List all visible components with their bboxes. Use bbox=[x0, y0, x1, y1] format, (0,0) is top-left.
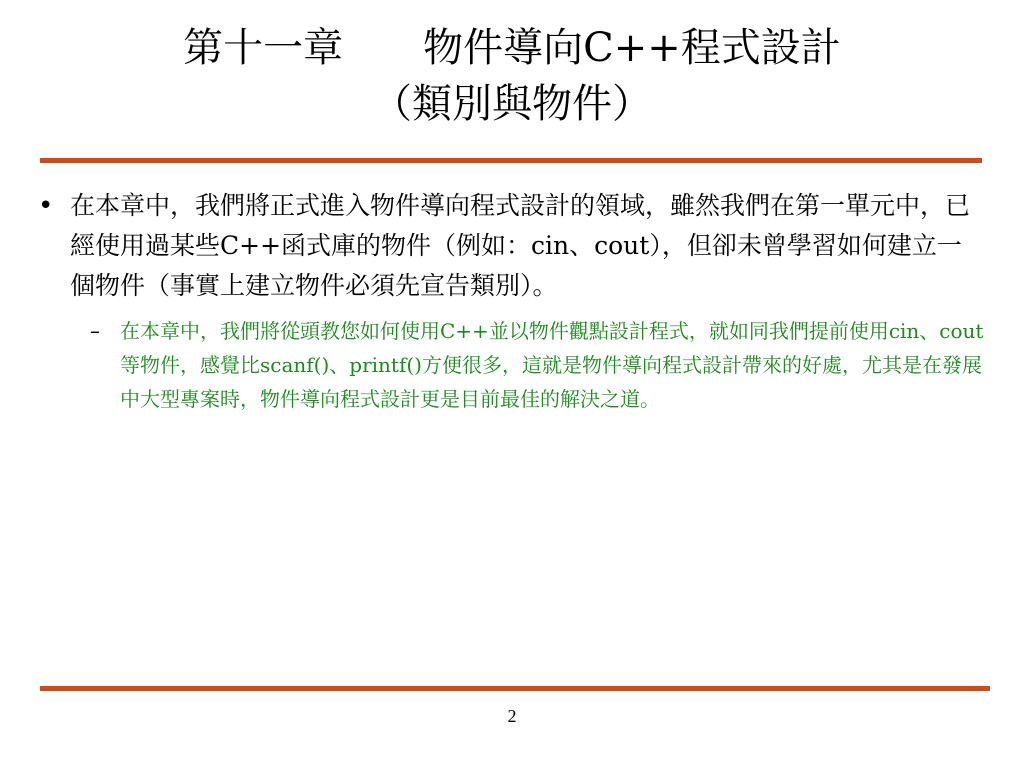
slide-content bbox=[38, 186, 988, 416]
slide-title-line2: （類別與物件） bbox=[372, 81, 652, 127]
page-number: 2 bbox=[507, 706, 517, 726]
slide-title-line1: 第十一章 物件導向C++程式設計 bbox=[183, 25, 841, 71]
bullet-text: 在本章中，我們將正式進入物件導向程式設計的領域，雖然我們在第一單元中，已經使用過某些C++函式庫的物件（例如：cin、cout），但卻未曾學習如何建立一個物件（事實上建立物件必須先宣告類別）。 bbox=[70, 191, 971, 300]
sub-bullet-text: 在本章中，我們將從頭教您如何使用C++並以物件觀點設計程式，就如同我們提前使用cin、cout等物件，感覺比scanf()、printf()方便很多，這就是物件導向程式設計帶來的好處，尤其是在發展中大型專案時，物件導向程式設計更是目前最佳的解決之道。 bbox=[120, 319, 984, 411]
dash-icon: – bbox=[90, 319, 100, 343]
bullet-item bbox=[38, 186, 988, 306]
bullet-icon: • bbox=[38, 191, 54, 221]
bottom-divider bbox=[40, 686, 990, 691]
top-divider bbox=[40, 158, 982, 163]
slide-title bbox=[40, 20, 984, 132]
sub-bullet-item bbox=[90, 314, 988, 416]
